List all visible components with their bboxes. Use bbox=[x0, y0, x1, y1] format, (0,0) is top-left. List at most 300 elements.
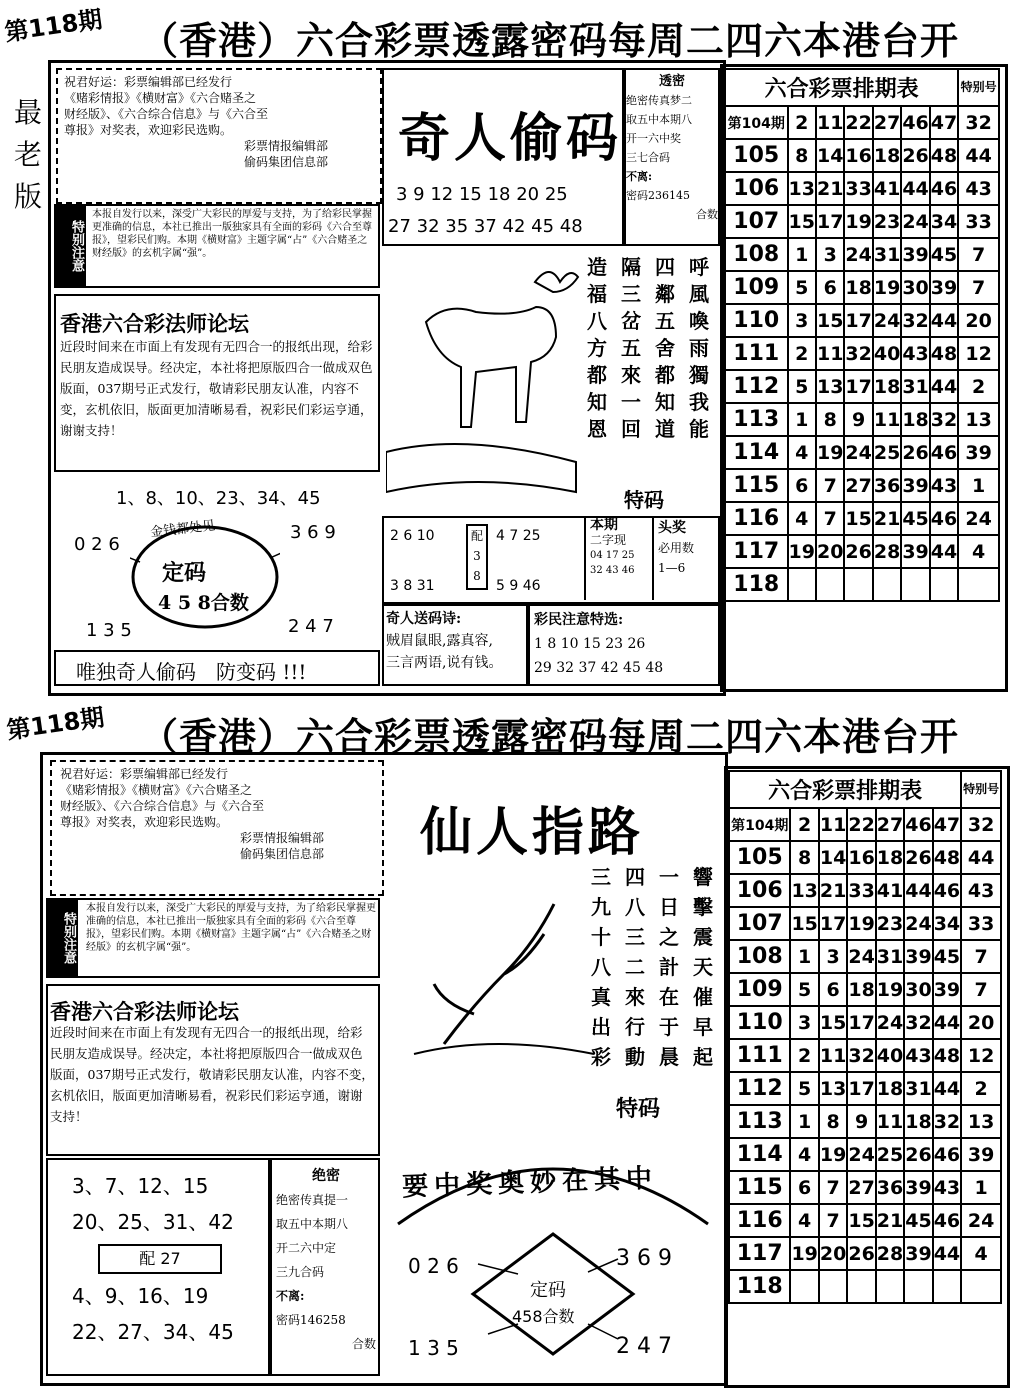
number-cell: 34 bbox=[930, 205, 958, 238]
number-cell: 5 bbox=[790, 1072, 818, 1105]
forum-title-bottom: 香港六合彩法师论坛 bbox=[50, 999, 239, 1024]
special-cell: 20 bbox=[961, 1006, 1001, 1039]
number-cell: 13 bbox=[819, 1072, 847, 1105]
number-cell: 27 bbox=[873, 106, 901, 139]
number-cell: 19 bbox=[873, 271, 901, 304]
schedule-title: 六合彩票排期表 bbox=[725, 69, 958, 106]
number-cell: 25 bbox=[873, 436, 901, 469]
schedule-row bbox=[729, 1105, 1001, 1138]
special-cell: 7 bbox=[958, 238, 999, 271]
number-cell: 39 bbox=[901, 535, 929, 568]
number-cell: 11 bbox=[819, 808, 847, 841]
number-cell: 41 bbox=[873, 172, 901, 205]
number-cell: 2 bbox=[788, 106, 816, 139]
special-cell: 12 bbox=[958, 337, 999, 370]
number-cell: 27 bbox=[844, 469, 872, 502]
number-cell: 44 bbox=[933, 1237, 961, 1270]
issue-cell: 111 bbox=[729, 1039, 790, 1072]
number-cell: 6 bbox=[790, 1171, 818, 1204]
issue-cell: 107 bbox=[729, 907, 790, 940]
number-cell: 32 bbox=[847, 1039, 875, 1072]
schedule-row bbox=[725, 106, 999, 139]
special-cell: 2 bbox=[961, 1072, 1001, 1105]
special-cell: 7 bbox=[961, 973, 1001, 1006]
greeting-text: 祝君好运：彩票编辑部已经发行 《赌彩情报》《横财富》《六合赌圣之 财经版》、《六合综合信息》与《六合至 尊报》对奖表，欢迎彩民选购。 彩票情报编辑部 偷码集团信息部 bbox=[64, 75, 329, 169]
number-cell: 15 bbox=[788, 205, 816, 238]
number-cell: 17 bbox=[844, 370, 872, 403]
number-cell: 16 bbox=[847, 841, 875, 874]
number-cell: 1 bbox=[788, 238, 816, 271]
schedule-row bbox=[729, 1006, 1001, 1039]
number-cell: 18 bbox=[904, 1105, 932, 1138]
special-cell: 44 bbox=[958, 139, 999, 172]
number-cell: 46 bbox=[933, 874, 961, 907]
number-cell: 24 bbox=[876, 1006, 904, 1039]
number-cell: 18 bbox=[873, 370, 901, 403]
number-cell: 27 bbox=[847, 1171, 875, 1204]
number-cell: 19 bbox=[788, 535, 816, 568]
issue-cell: 108 bbox=[725, 238, 788, 271]
issue-cell: 117 bbox=[725, 535, 788, 568]
number-cell: 21 bbox=[876, 1204, 904, 1237]
number-cell bbox=[930, 568, 958, 601]
schedule-title: 六合彩票排期表 bbox=[729, 771, 961, 808]
circle-arc-text: 金钱都处见 bbox=[149, 518, 216, 541]
number-cell: 13 bbox=[790, 874, 818, 907]
number-cell: 26 bbox=[901, 436, 929, 469]
number-cell: 36 bbox=[876, 1171, 904, 1204]
number-cell: 9 bbox=[847, 1105, 875, 1138]
forum-body-bottom: 近段时间来在市面上有发现有无四合一的报纸出现，给彩民朋友造成误导。经决定，本社将把原版四合一做成双色版面，037期号正式发行，敬请彩民朋友认准，内容不变，玄机依旧，版面更加清晰易看，祝彩民们彩运亨通，谢谢支持！ bbox=[50, 1025, 374, 1124]
number-cell: 19 bbox=[876, 973, 904, 1006]
special-code-bottom: 特码 bbox=[616, 1096, 661, 1122]
number-cell: 16 bbox=[844, 139, 872, 172]
number-cell: 43 bbox=[930, 469, 958, 502]
number-cell: 19 bbox=[819, 1138, 847, 1171]
number-cell: 18 bbox=[876, 841, 904, 874]
schedule-row bbox=[725, 304, 999, 337]
special-cell: 39 bbox=[961, 1138, 1001, 1171]
number-cell: 17 bbox=[844, 304, 872, 337]
mini-left-top: 2 6 10 bbox=[390, 528, 435, 544]
issue-cell: 第104期 bbox=[725, 106, 788, 139]
number-cell: 1 bbox=[788, 403, 816, 436]
schedule-row bbox=[729, 1072, 1001, 1105]
number-cell: 11 bbox=[876, 1105, 904, 1138]
number-cell: 17 bbox=[847, 1006, 875, 1039]
issue-cell: 106 bbox=[729, 874, 790, 907]
arc-text: 要中奖奥妙在其中 bbox=[401, 1163, 659, 1203]
special-cell: 39 bbox=[958, 436, 999, 469]
number-cell: 17 bbox=[819, 907, 847, 940]
special-header: 特别号 bbox=[958, 69, 999, 106]
special-cell: 43 bbox=[958, 172, 999, 205]
special-cell: 4 bbox=[958, 535, 999, 568]
number-cell: 46 bbox=[904, 808, 932, 841]
number-cell: 2 bbox=[790, 808, 818, 841]
number-cell bbox=[901, 568, 929, 601]
number-cell: 44 bbox=[930, 304, 958, 337]
number-cell: 28 bbox=[876, 1237, 904, 1270]
headline-bottom: （香港）六合彩票透露密码每周二四六本港台开 bbox=[140, 714, 960, 759]
number-cell: 11 bbox=[816, 337, 844, 370]
number-cell: 24 bbox=[847, 940, 875, 973]
circle-left-bottom: 1 3 5 bbox=[86, 620, 132, 641]
mini-right-bottom: 5 9 46 bbox=[496, 578, 541, 594]
notice-badge: 特别注意 bbox=[56, 206, 86, 286]
number-cell bbox=[876, 1270, 904, 1303]
issue-cell: 109 bbox=[725, 271, 788, 304]
schedule-row bbox=[725, 469, 999, 502]
number-cell: 44 bbox=[933, 1006, 961, 1039]
number-cell: 46 bbox=[930, 502, 958, 535]
number-cell: 1 bbox=[790, 1105, 818, 1138]
schedule-table-bottom bbox=[728, 770, 1002, 1304]
number-cell: 47 bbox=[930, 106, 958, 139]
number-cell: 31 bbox=[904, 1072, 932, 1105]
circle-center-sub: 4 5 8合数 bbox=[158, 592, 249, 614]
schedule-row bbox=[729, 973, 1001, 1006]
poem-send: 奇人送码诗: 贼眉鼠眼,露真容, 三言两语,说有钱。 bbox=[386, 611, 503, 671]
schedule-row bbox=[725, 205, 999, 238]
number-cell: 17 bbox=[847, 1072, 875, 1105]
forum-body: 近段时间来在市面上有发现有无四合一的报纸出现，给彩民朋友造成误导。经决定，本社将把原版四合一做成双色版面，037期号正式发行，敬请彩民朋友认准，内容不变，玄机依旧，版面更加清晰易看，祝彩民们彩运亨通，谢谢支持！ bbox=[60, 339, 373, 438]
number-cell bbox=[819, 1270, 847, 1303]
number-cell: 46 bbox=[930, 436, 958, 469]
number-cell: 21 bbox=[819, 874, 847, 907]
number-cell: 15 bbox=[847, 1204, 875, 1237]
issue-cell: 116 bbox=[725, 502, 788, 535]
diamond-right-top: 3 6 9 bbox=[616, 1246, 672, 1271]
number-cell bbox=[904, 1270, 932, 1303]
schedule-row bbox=[725, 271, 999, 304]
bird-illustration bbox=[530, 262, 580, 302]
special-cell: 24 bbox=[961, 1204, 1001, 1237]
number-cell: 18 bbox=[844, 271, 872, 304]
number-cell bbox=[873, 568, 901, 601]
number-cell bbox=[847, 1270, 875, 1303]
issue-cell: 113 bbox=[725, 403, 788, 436]
mini-right-top: 4 7 25 bbox=[496, 528, 541, 544]
schedule-row bbox=[729, 1138, 1001, 1171]
mini-prize: 头奖 必用数 1—6 bbox=[652, 518, 722, 600]
number-cell: 19 bbox=[844, 205, 872, 238]
number-cell: 7 bbox=[816, 502, 844, 535]
number-cell bbox=[816, 568, 844, 601]
number-cell: 43 bbox=[933, 1171, 961, 1204]
number-cell: 24 bbox=[901, 205, 929, 238]
special-code-top: 特码 bbox=[624, 488, 664, 512]
number-cell: 11 bbox=[816, 106, 844, 139]
number-cell: 33 bbox=[844, 172, 872, 205]
special-cell bbox=[961, 1270, 1001, 1303]
number-cell: 44 bbox=[904, 874, 932, 907]
number-cell: 5 bbox=[790, 973, 818, 1006]
schedule-row bbox=[725, 436, 999, 469]
special-cell: 7 bbox=[958, 271, 999, 304]
number-cell: 9 bbox=[844, 403, 872, 436]
number-cell: 22 bbox=[844, 106, 872, 139]
number-cell: 32 bbox=[901, 304, 929, 337]
number-cell: 15 bbox=[816, 304, 844, 337]
special-cell: 7 bbox=[961, 940, 1001, 973]
schedule-row bbox=[729, 940, 1001, 973]
special-cell: 43 bbox=[961, 874, 1001, 907]
number-cell: 46 bbox=[933, 1204, 961, 1237]
schedule-row bbox=[725, 535, 999, 568]
schedule-row bbox=[725, 139, 999, 172]
notice-text: 本报自发行以来，深受广大彩民的厚爱与支持，为了给彩民掌握更准确的信息，本社已推出一版独家具有全面的彩码《六合至尊报》，望彩民们购。本期《横财富》主题字属“占”《六合赌圣之财经版》的玄机字属“强”。 bbox=[92, 209, 372, 259]
issue-cell: 110 bbox=[725, 304, 788, 337]
number-cell: 44 bbox=[930, 370, 958, 403]
special-header: 特别号 bbox=[961, 771, 1001, 808]
number-cell: 39 bbox=[904, 940, 932, 973]
number-cell: 18 bbox=[847, 973, 875, 1006]
number-cell: 27 bbox=[876, 808, 904, 841]
number-cell: 4 bbox=[790, 1138, 818, 1171]
special-cell: 1 bbox=[961, 1171, 1001, 1204]
issue-label-bottom: 第118期 bbox=[4, 703, 106, 745]
number-cell: 32 bbox=[933, 1105, 961, 1138]
issue-cell: 114 bbox=[729, 1138, 790, 1171]
number-cell: 39 bbox=[904, 1171, 932, 1204]
number-cell bbox=[790, 1270, 818, 1303]
number-cell: 11 bbox=[819, 1039, 847, 1072]
number-cell: 18 bbox=[901, 403, 929, 436]
number-cell: 44 bbox=[930, 535, 958, 568]
schedule-row bbox=[729, 907, 1001, 940]
secret-bottom: 绝密 绝密传真提一 取五中本期八 开二六中定 三九合码 不离: 密码146258 合数 bbox=[276, 1168, 376, 1351]
special-cell: 33 bbox=[961, 907, 1001, 940]
number-cell: 48 bbox=[930, 139, 958, 172]
issue-cell: 114 bbox=[725, 436, 788, 469]
number-cell: 15 bbox=[790, 907, 818, 940]
issue-cell: 115 bbox=[725, 469, 788, 502]
schedule-row bbox=[725, 568, 999, 601]
issue-cell: 118 bbox=[725, 568, 788, 601]
number-cell: 23 bbox=[873, 205, 901, 238]
schedule-row bbox=[725, 238, 999, 271]
circle-left-top: 0 2 6 bbox=[74, 534, 120, 555]
poem-grid-bottom: 三 九 十 八 真 出 彩 四 八 三 二 來 行 動 一 日 之 計 在 于 晨 響 擊 震 天 催 早 起 bbox=[591, 865, 713, 1069]
side-tag: 最 老 版 bbox=[13, 96, 42, 213]
forum-title: 香港六合彩法师论坛 bbox=[60, 311, 249, 336]
schedule-row bbox=[729, 841, 1001, 874]
number-cell: 44 bbox=[901, 172, 929, 205]
issue-cell: 第104期 bbox=[729, 808, 790, 841]
special-cell: 2 bbox=[958, 370, 999, 403]
mini-pair: 配 3 8 bbox=[466, 524, 488, 590]
number-cell: 43 bbox=[904, 1039, 932, 1072]
number-cell: 45 bbox=[930, 238, 958, 271]
number-cell: 20 bbox=[819, 1237, 847, 1270]
number-cell: 24 bbox=[847, 1138, 875, 1171]
number-cell: 8 bbox=[788, 139, 816, 172]
left-nums: 3、7、12、15 20、25、31、42 配 27 4、9、16、19 22、27、34、45 bbox=[72, 1174, 234, 1344]
schedule-row bbox=[725, 370, 999, 403]
number-cell: 24 bbox=[844, 238, 872, 271]
issue-cell: 112 bbox=[729, 1072, 790, 1105]
number-cell: 46 bbox=[901, 106, 929, 139]
number-cell: 24 bbox=[873, 304, 901, 337]
special-cell: 32 bbox=[958, 106, 999, 139]
number-cell: 8 bbox=[819, 1105, 847, 1138]
number-cell: 48 bbox=[933, 841, 961, 874]
diamond-left-top: 0 2 6 bbox=[408, 1254, 459, 1278]
number-cell: 45 bbox=[933, 940, 961, 973]
number-cell: 28 bbox=[873, 535, 901, 568]
number-cell: 31 bbox=[873, 238, 901, 271]
number-cell: 7 bbox=[819, 1204, 847, 1237]
number-cell: 6 bbox=[819, 973, 847, 1006]
number-cell: 31 bbox=[901, 370, 929, 403]
number-cell: 14 bbox=[819, 841, 847, 874]
number-cell: 2 bbox=[790, 1039, 818, 1072]
schedule-row bbox=[729, 1204, 1001, 1237]
number-cell: 3 bbox=[790, 1006, 818, 1039]
special-cell: 12 bbox=[961, 1039, 1001, 1072]
special-cell: 13 bbox=[961, 1105, 1001, 1138]
greeting-text-bottom: 祝君好运：彩票编辑部已经发行 《赌彩情报》《横财富》《六合赌圣之 财经版》、《六合综合信息》与《六合至 尊报》对奖表，欢迎彩民选购。 彩票情报编辑部 偷码集团信息部 bbox=[60, 767, 325, 861]
title-center-top: 奇人偷码 bbox=[398, 108, 623, 169]
number-cell: 46 bbox=[930, 172, 958, 205]
number-cell: 48 bbox=[933, 1039, 961, 1072]
issue-cell: 105 bbox=[729, 841, 790, 874]
number-cell: 26 bbox=[847, 1237, 875, 1270]
issue-cell: 116 bbox=[729, 1204, 790, 1237]
issue-cell: 117 bbox=[729, 1237, 790, 1270]
special-cell: 4 bbox=[961, 1237, 1001, 1270]
schedule-row bbox=[729, 1039, 1001, 1072]
issue-cell: 118 bbox=[729, 1270, 790, 1303]
number-cell: 31 bbox=[876, 940, 904, 973]
number-cell: 39 bbox=[904, 1237, 932, 1270]
number-cell: 3 bbox=[816, 238, 844, 271]
number-cell: 20 bbox=[816, 535, 844, 568]
number-cell: 32 bbox=[904, 1006, 932, 1039]
notice-badge-bottom: 特别注意 bbox=[48, 900, 78, 976]
schedule-row bbox=[725, 403, 999, 436]
number-cell: 4 bbox=[788, 436, 816, 469]
number-cell: 24 bbox=[904, 907, 932, 940]
notice2: 彩民注意特选: 1 8 10 15 23 26 29 32 37 42 45 48 bbox=[534, 612, 664, 676]
circle-center-title: 定码 bbox=[162, 560, 207, 586]
number-cell: 33 bbox=[847, 874, 875, 907]
secret-top: 透密 绝密传真梦二 取五中本期八 开一六中奖 三七合码 不离: 密码236145 合数 bbox=[626, 74, 718, 221]
number-cell: 18 bbox=[873, 139, 901, 172]
number-cell: 30 bbox=[901, 271, 929, 304]
number-cell: 2 bbox=[788, 337, 816, 370]
number-cell: 25 bbox=[876, 1138, 904, 1171]
number-cell: 21 bbox=[816, 172, 844, 205]
issue-cell: 110 bbox=[729, 1006, 790, 1039]
tree-illustration bbox=[404, 864, 604, 1064]
number-cell: 24 bbox=[844, 436, 872, 469]
number-cell: 7 bbox=[816, 469, 844, 502]
number-cell: 22 bbox=[847, 808, 875, 841]
issue-cell: 106 bbox=[725, 172, 788, 205]
issue-cell: 111 bbox=[725, 337, 788, 370]
number-cell: 6 bbox=[788, 469, 816, 502]
notice-text-bottom: 本报自发行以来，深受广大彩民的厚爱与支持，为了给彩民掌握更准确的信息，本社已推出一版独家具有全面的彩码《六合至尊报》，望彩民们购。本期《横财富》主题字属“占”《六合赌圣之财经版》的玄机字属“强”。 bbox=[86, 903, 376, 953]
number-cell: 18 bbox=[876, 1072, 904, 1105]
headline-top: （香港）六合彩票透露密码每周二四六本港台开 bbox=[140, 18, 960, 63]
center-nums-1: 3 9 12 15 18 20 25 bbox=[396, 184, 568, 205]
diamond-left-bottom: 1 3 5 bbox=[408, 1336, 459, 1360]
schedule-row bbox=[729, 1270, 1001, 1303]
number-cell: 30 bbox=[904, 973, 932, 1006]
number-cell bbox=[788, 568, 816, 601]
number-cell: 46 bbox=[933, 1138, 961, 1171]
number-cell: 8 bbox=[816, 403, 844, 436]
number-cell: 7 bbox=[819, 1171, 847, 1204]
circle-top-line: 1、8、10、23、34、45 bbox=[116, 488, 321, 509]
number-cell: 36 bbox=[873, 469, 901, 502]
number-cell: 26 bbox=[904, 841, 932, 874]
mini-left-bottom: 3 8 31 bbox=[390, 578, 435, 594]
title-center-bottom: 仙人指路 bbox=[420, 802, 645, 863]
special-cell: 33 bbox=[958, 205, 999, 238]
diamond-center-sub: 458合数 bbox=[512, 1307, 575, 1326]
issue-cell: 107 bbox=[725, 205, 788, 238]
schedule-row bbox=[725, 337, 999, 370]
number-cell: 45 bbox=[904, 1204, 932, 1237]
number-cell: 39 bbox=[933, 973, 961, 1006]
issue-cell: 115 bbox=[729, 1171, 790, 1204]
number-cell: 47 bbox=[933, 808, 961, 841]
circle-right-top: 3 6 9 bbox=[290, 522, 336, 543]
number-cell: 34 bbox=[933, 907, 961, 940]
diamond-center-title: 定码 bbox=[530, 1280, 566, 1301]
number-cell: 13 bbox=[816, 370, 844, 403]
number-cell: 19 bbox=[847, 907, 875, 940]
diamond-right-bottom: 2 4 7 bbox=[616, 1334, 672, 1359]
number-cell: 26 bbox=[844, 535, 872, 568]
special-cell: 13 bbox=[958, 403, 999, 436]
special-cell: 44 bbox=[961, 841, 1001, 874]
issue-cell: 105 bbox=[725, 139, 788, 172]
number-cell: 15 bbox=[844, 502, 872, 535]
special-cell: 32 bbox=[961, 808, 1001, 841]
schedule-row bbox=[729, 1171, 1001, 1204]
special-cell: 20 bbox=[958, 304, 999, 337]
slogan: 唯独奇人偷码 防变码 !!! bbox=[76, 660, 307, 684]
number-cell: 41 bbox=[876, 874, 904, 907]
number-cell: 1 bbox=[790, 940, 818, 973]
number-cell: 48 bbox=[930, 337, 958, 370]
number-cell: 3 bbox=[788, 304, 816, 337]
number-cell: 26 bbox=[904, 1138, 932, 1171]
number-cell: 5 bbox=[788, 370, 816, 403]
number-cell: 32 bbox=[844, 337, 872, 370]
number-cell: 19 bbox=[816, 436, 844, 469]
issue-cell: 112 bbox=[725, 370, 788, 403]
schedule-table-top bbox=[724, 68, 1000, 602]
number-cell: 4 bbox=[790, 1204, 818, 1237]
number-cell: 11 bbox=[873, 403, 901, 436]
number-cell bbox=[844, 568, 872, 601]
schedule-row bbox=[729, 874, 1001, 907]
schedule-row bbox=[725, 172, 999, 205]
number-cell: 40 bbox=[873, 337, 901, 370]
issue-cell: 113 bbox=[729, 1105, 790, 1138]
number-cell: 6 bbox=[816, 271, 844, 304]
number-cell: 23 bbox=[876, 907, 904, 940]
number-cell: 43 bbox=[901, 337, 929, 370]
number-cell: 39 bbox=[930, 271, 958, 304]
issue-cell: 109 bbox=[729, 973, 790, 1006]
number-cell: 26 bbox=[901, 139, 929, 172]
